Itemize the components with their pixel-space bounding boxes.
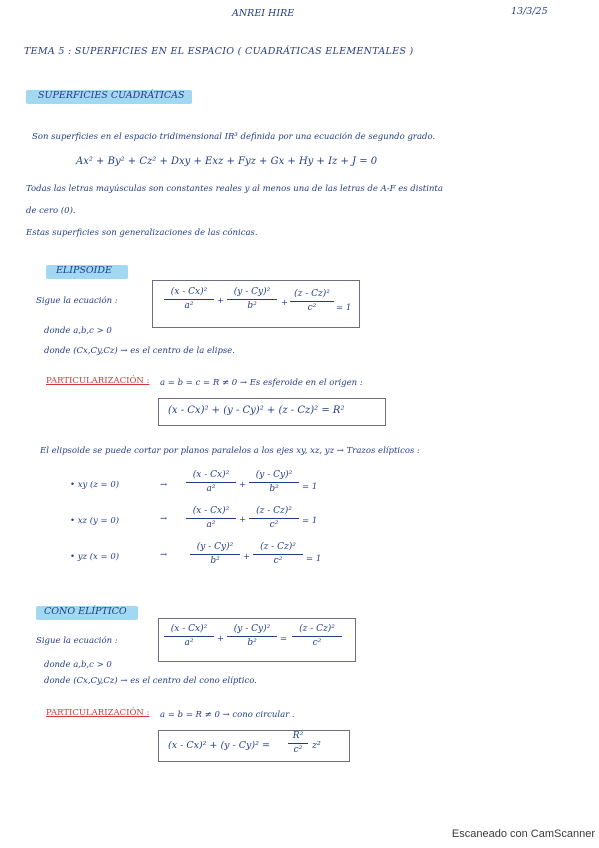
fraction: (z - Cz)² c² — [249, 506, 299, 531]
plus-sign: + — [239, 480, 247, 490]
date: 13/3/25 — [511, 6, 548, 17]
plus-sign: + — [281, 298, 289, 308]
arrow: → — [160, 480, 168, 490]
general-equation: Ax² + By² + Cz² + Dxy + Exz + Fyz + Gx + Hy + Iz + J = 0 — [76, 156, 378, 167]
paragraph-line: Todas las letras mayúsculas son constantes reales y al menos una de las letras de A-F es distinta — [26, 184, 443, 194]
paragraph-line: El elipsoide se puede cortar por planos paralelos a los ejes xy, xz, yz → Trazos elípticos : — [40, 446, 420, 456]
paragraph-line: Estas superficies son generalizaciones de las cónicas. — [26, 228, 258, 238]
arrow: → — [160, 514, 168, 524]
plus-sign: + — [239, 515, 247, 525]
fraction: (z - Cz)² c² — [253, 542, 303, 567]
fraction: (x - Cx)² a² — [186, 506, 236, 531]
fraction: (y - Cy)² b² — [190, 542, 240, 567]
paragraph-line: Son superficies en el espacio tridimensional IR³ definida por una ecuación de segundo grado. — [32, 132, 436, 142]
fraction: (z - Cz)² c² — [290, 289, 334, 314]
condition-line: donde a,b,c > 0 — [44, 326, 112, 336]
author-name: ANREI HIRE — [232, 8, 295, 19]
trace-label: • yz (x = 0) — [70, 552, 120, 562]
fraction: (y - Cy)² b² — [249, 470, 299, 495]
condition-line: donde (Cx,Cy,Cz) → es el centro del cono elíptico. — [44, 676, 257, 686]
particularization-text: a = b = c = R ≠ 0 → Es esferoide en el origen : — [160, 378, 363, 388]
arrow: → — [160, 550, 168, 560]
equals-sign: = — [280, 634, 288, 644]
fraction: (x - Cx)² a² — [164, 624, 214, 649]
plus-sign: + — [243, 552, 251, 562]
fraction: (y - Cy)² b² — [227, 624, 277, 649]
fraction: (y - Cy)² b² — [227, 287, 277, 312]
particularization-label: PARTICULARIZACIÓN : — [46, 376, 150, 386]
fraction: (z - Cz)² c² — [292, 624, 342, 649]
fraction: (x - Cx)² a² — [186, 470, 236, 495]
equals-one: = 1 — [306, 554, 322, 564]
sphere-equation: (x - Cx)² + (y - Cy)² + (z - Cz)² = R² — [168, 405, 345, 416]
plus-sign: + — [217, 296, 225, 306]
z-squared: z² — [312, 740, 321, 751]
particularization-text: a = b = R ≠ 0 → cono circular . — [160, 710, 295, 720]
section-heading: ELIPSOIDE — [56, 265, 112, 276]
condition-line: donde (Cx,Cy,Cz) → es el centro de la elipse. — [44, 346, 235, 356]
section-heading: CONO ELÍPTICO — [44, 606, 127, 617]
fraction: R² c² — [288, 731, 308, 756]
scanner-watermark: Escaneado con CamScanner — [451, 828, 595, 840]
fraction: (x - Cx)² a² — [164, 287, 214, 312]
equals-one: = 1 — [302, 482, 318, 492]
circular-cone-equation: (x - Cx)² + (y - Cy)² = — [168, 740, 270, 751]
equation-intro: Sigue la ecuación : — [36, 636, 118, 646]
equals-one: = 1 — [336, 303, 352, 313]
trace-label: • xz (y = 0) — [70, 516, 120, 526]
equals-one: = 1 — [302, 516, 318, 526]
condition-line: donde a,b,c > 0 — [44, 660, 112, 670]
page-title: TEMA 5 : SUPERFICIES EN EL ESPACIO ( CUADRÁTICAS ELEMENTALES ) — [24, 46, 414, 57]
paragraph-line: de cero (0). — [26, 206, 76, 216]
section-heading: SUPERFICIES CUADRÁTICAS — [38, 90, 185, 101]
particularization-label: PARTICULARIZACIÓN : — [46, 708, 150, 718]
plus-sign: + — [217, 634, 225, 644]
trace-label: • xy (z = 0) — [70, 480, 120, 490]
equation-intro: Sigue la ecuación : — [36, 296, 118, 306]
